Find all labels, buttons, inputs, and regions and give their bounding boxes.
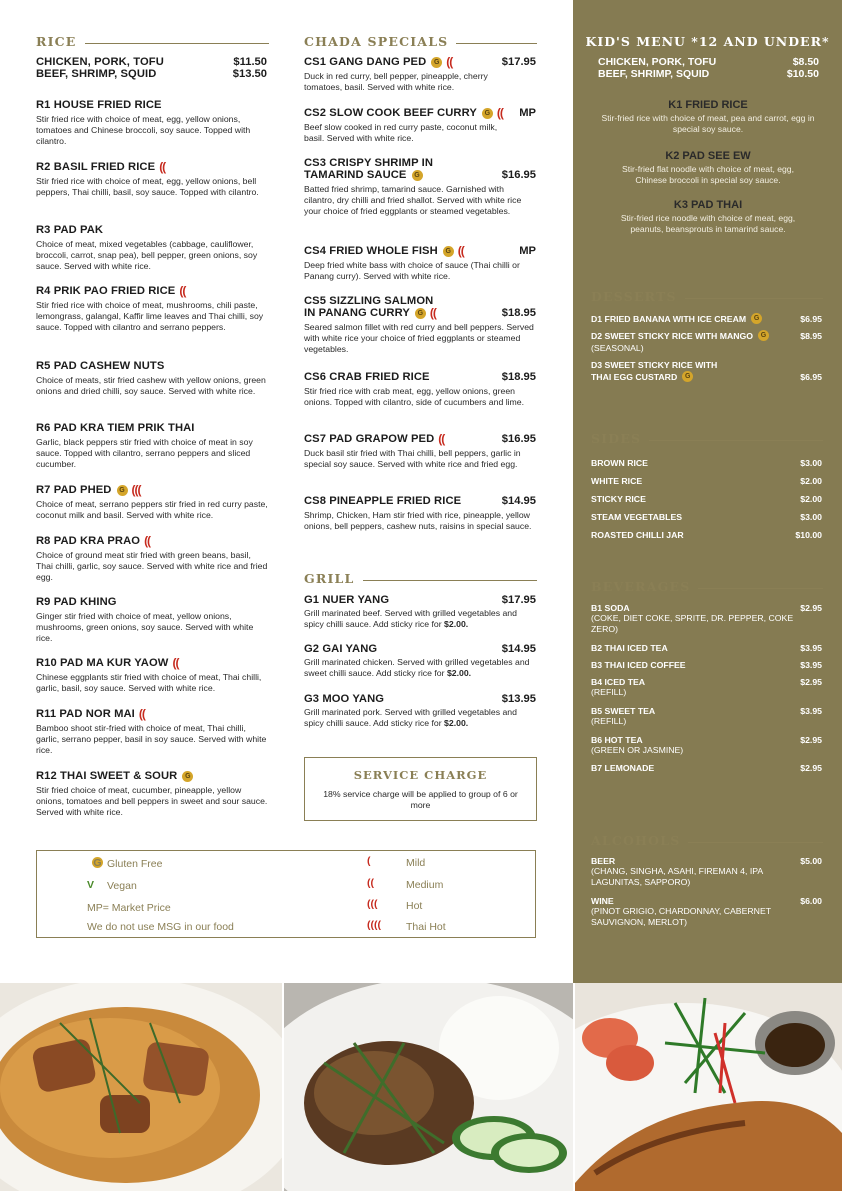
item-name: R12 THAI SWEET & SOUR [36, 770, 178, 782]
price-row-price: $11.50 [233, 56, 267, 68]
gluten-free-icon: G [412, 170, 423, 181]
item-name: B2 THAI ICED TEA [591, 643, 668, 653]
legend-market-price: MP= Market Price [87, 902, 171, 914]
divider [688, 842, 823, 843]
dessert-item [591, 330, 822, 341]
alcohol-item [591, 856, 822, 866]
menu-item [304, 107, 536, 144]
item-price: $6.95 [800, 313, 822, 324]
menu-item [36, 708, 268, 756]
item-name: G2 GAI YANG [304, 643, 378, 655]
item-note: (CHANG, SINGHA, ASAHI, FIREMAN 4, IPA LAGUNITAS, SAPPORO) [591, 866, 763, 887]
sides-title: SIDES [591, 431, 642, 446]
item-name: B1 SODA [591, 603, 630, 613]
item-price: $2.00 [800, 476, 822, 486]
menu-item [36, 224, 268, 272]
item-price: $3.95 [800, 660, 822, 670]
beverages-list [591, 603, 822, 773]
item-name: BROWN RICE [591, 458, 648, 468]
service-charge-text: 18% service charge will be applied to group of 6 or more [323, 789, 518, 811]
rice-title: RICE [36, 34, 77, 49]
chili-icon: (( [179, 284, 186, 298]
item-description: Bamboo shoot stir-fried with choice of meat, Thai chilli, garlic, serrano pepper, basil in soy sauce. Served with white rice. [36, 723, 267, 756]
legend-box [36, 850, 536, 938]
item-description: Chinese eggplants stir fried with choice of meat, Thai chilli, garlic, basil, soy sauce. Served with white rice. [36, 672, 262, 694]
item-description: Shrimp, Chicken, Ham stir fried with rice, pineapple, yellow onions, bell peppers, cashew nuts, raisins in special sauce. [304, 510, 532, 532]
item-name: STICKY RICE [591, 494, 646, 504]
item-price: $17.95 [501, 594, 536, 606]
divider [456, 43, 537, 44]
item-name: WHITE RICE [591, 476, 643, 486]
gluten-free-icon: G [682, 371, 693, 382]
menu-item [304, 495, 536, 532]
item-price: $2.95 [800, 603, 822, 613]
service-charge-title: SERVICE CHARGE [353, 768, 488, 782]
item-description: Duck basil stir fried with Thai chilli, bell peppers, garlic in special soy sauce. Served with white rice and fried egg. [304, 448, 521, 470]
item-note: (COKE, DIET COKE, SPRITE, DR. PEPPER, COKE ZERO) [591, 613, 794, 634]
kids-menu-title: KID'S MENU *12 AND UNDER* [585, 34, 830, 49]
side-item [591, 490, 822, 508]
item-name: CS2 SLOW COOK BEEF CURRY [304, 107, 477, 119]
menu-item [304, 643, 536, 679]
alcohols-section-header [591, 833, 823, 848]
item-description: Grill marinated chicken. Served with grilled vegetables and sweet chilli sauce. Add sticky rice for [304, 657, 530, 679]
price-row-price: $10.50 [786, 68, 819, 80]
chili-icon: ((( [131, 483, 141, 497]
dessert-item [591, 313, 822, 324]
item-name: K1 FRIED RICE [668, 99, 748, 111]
item-name: CS7 PAD GRAPOW PED [304, 433, 435, 445]
service-charge-box [304, 757, 537, 821]
item-name: K3 PAD THAI [673, 199, 743, 211]
chili-icon: (( [446, 55, 453, 69]
gluten-free-icon: G [482, 108, 493, 119]
item-name: R4 PRIK PAO FRIED RICE [36, 285, 176, 297]
legend-thai-hot: Thai Hot [406, 921, 446, 933]
item-note: (REFILL) [591, 716, 627, 726]
item-price: MP [519, 245, 536, 257]
item-name: B5 SWEET TEA [591, 706, 656, 716]
menu-item [304, 157, 536, 217]
sticky-rice-price: $2.00. [446, 668, 472, 679]
sticky-rice-price: $2.00. [444, 619, 469, 630]
menu-item [36, 161, 268, 198]
chada-section-header [304, 34, 537, 49]
item-price: $18.95 [501, 371, 536, 383]
divider [685, 298, 823, 299]
chili-icon: (( [438, 432, 445, 446]
sticky-rice-price: $2.00. [444, 718, 469, 729]
alcohols-list [591, 856, 822, 928]
item-price: $6.95 [800, 371, 822, 382]
item-name: R11 PAD NOR MAI [36, 708, 135, 720]
item-name: R10 PAD MA KUR YAOW [36, 657, 169, 669]
item-price: $5.00 [800, 856, 822, 866]
legend-mild: Mild [406, 857, 426, 869]
item-price: $3.95 [800, 706, 822, 716]
gluten-free-icon: G [758, 330, 769, 341]
kids-price-rows [598, 56, 819, 80]
item-price: $16.95 [501, 169, 536, 181]
item-description: Choice of meats, stir fried cashew with yellow onions, green onions and dried chilli, soy sauce. Served with white rice. [36, 375, 266, 397]
chada-title: CHADA SPECIALS [304, 34, 449, 49]
item-description: Stir-fried rice noodle with choice of meat, egg, peanuts, beansprouts in tamarind sauce. [620, 213, 796, 234]
legend-msg: We do not use MSG in our food [87, 921, 234, 933]
desserts-list [591, 313, 822, 382]
sides-section-header [591, 431, 823, 446]
rice-section-header [36, 34, 269, 49]
item-description: Ginger stir fried with choice of meat, yellow onions, mushrooms, green onions, soy sauce. Served with white rice. [36, 611, 254, 644]
gluten-free-icon: G [93, 856, 102, 869]
item-price: $8.95 [800, 330, 822, 341]
side-item [591, 526, 822, 544]
legend-gluten-free: Gluten Free [107, 858, 163, 870]
beverage-item [591, 643, 822, 653]
rice-price-rows [36, 56, 267, 80]
item-price: $6.00 [800, 896, 822, 906]
grilled-meat-photo [284, 983, 573, 1191]
item-name: D3 SWEET STICKY RICE WITH [591, 360, 718, 370]
kids-item [588, 99, 828, 135]
item-price: MP [519, 107, 536, 119]
item-price: $2.00 [800, 494, 822, 504]
item-name: R5 PAD CASHEW NUTS [36, 360, 165, 372]
price-row-label: BEEF, SHRIMP, SQUID [36, 68, 157, 80]
price-row-price: $8.50 [792, 56, 819, 68]
item-description: Choice of meat, serrano peppers stir fried in red curry paste, coconut milk and basil. Served with white rice. [36, 499, 268, 521]
gluten-free-icon: G [751, 313, 762, 324]
chili-icon: ( [367, 855, 371, 867]
grill-title: GRILL [304, 571, 355, 586]
legend-medium: Medium [406, 879, 444, 891]
item-description: Stir fried rice with choice of meat, egg, yellow onions, bell peppers, Thai chilli, basil, soy sauce. Topped with cilantro. [36, 176, 259, 198]
gluten-free-icon: G [415, 308, 426, 319]
item-name: CS5 SIZZLING SALMON [304, 295, 434, 307]
item-name: G1 NUER YANG [304, 594, 390, 606]
item-name: STEAM VEGETABLES [591, 512, 683, 522]
item-price: $2.95 [800, 735, 822, 745]
item-description: Garlic, black peppers stir fried with choice of meat in soy sauce. Topped with cilantro, serrano peppers and sliced cucumber. [36, 437, 253, 470]
side-item [591, 508, 822, 526]
chili-icon: (( [138, 707, 145, 721]
grill-section-header [304, 571, 537, 586]
item-description: Stir fried choice of meat, cucumber, pineapple, yellow onions, tomatoes and bell peppers in sweet and sour sauce. Served with white rice. [36, 785, 268, 818]
beverage-item [591, 706, 822, 716]
item-description: Deep fried white bass with choice of sauce (Thai chilli or Panang curry). Served with white rice. [304, 260, 520, 282]
item-name: D1 FRIED BANANA WITH ICE CREAM [591, 313, 747, 324]
chili-icon: ((( [367, 898, 378, 910]
gluten-free-icon: G [431, 57, 442, 68]
item-name: R1 HOUSE FRIED RICE [36, 99, 162, 111]
beverage-item [591, 763, 822, 773]
item-name: CS3 CRISPY SHRIMP IN [304, 157, 434, 169]
item-name: R8 PAD KRA PRAO [36, 535, 141, 547]
item-name-line2: THAI EGG CUSTARD [591, 371, 678, 382]
item-price: $13.95 [501, 693, 536, 705]
divider [85, 43, 269, 44]
divider [363, 580, 538, 581]
item-price: $18.95 [501, 307, 536, 319]
menu-item [304, 245, 536, 282]
kids-item [588, 199, 828, 235]
item-name: R2 BASIL FRIED RICE [36, 161, 156, 173]
chili-icon: (( [429, 306, 436, 320]
menu-item [36, 422, 268, 470]
item-name: CS1 GANG DANG PED [304, 56, 427, 68]
chili-icon: (( [159, 160, 166, 174]
menu-item [304, 594, 536, 630]
menu-item [304, 56, 536, 93]
item-price: $14.95 [501, 643, 536, 655]
item-name: G3 MOO YANG [304, 693, 385, 705]
dessert-item [591, 371, 822, 382]
item-price: $3.00 [800, 512, 822, 522]
chili-icon: (( [457, 244, 464, 258]
item-name: R9 PAD KHING [36, 596, 117, 608]
item-name: BEER [591, 856, 616, 866]
legend-hot: Hot [406, 900, 423, 912]
menu-item [36, 657, 268, 694]
item-note: (GREEN OR JASMINE) [591, 745, 684, 755]
desserts-section-header [591, 289, 823, 304]
item-name-line2: IN PANANG CURRY [304, 307, 410, 319]
divider [649, 440, 823, 441]
beverage-item [591, 603, 822, 613]
item-note: (PINOT GRIGIO, CHARDONNAY, CABERNET SAUVIGNON, MERLOT) [591, 906, 771, 927]
item-description: Stir fried rice with crab meat, egg, yellow onions, green onions. Topped with cilantro, side of cucumbers and lime. [304, 386, 525, 408]
beverages-section-header [591, 579, 823, 594]
chili-icon: (((( [367, 919, 381, 931]
kids-item [588, 150, 828, 186]
item-name: CS4 FRIED WHOLE FISH [304, 245, 438, 257]
side-item [591, 472, 822, 490]
item-description: Stir fried rice with choice of meat, mushrooms, chili paste, lemongrass, galangal, Kaffir lime leaves and Thai chilli, soy sauce. Topped with cilantro and serrano peppers. [36, 300, 264, 333]
item-description: Stir fried rice with choice of meat, egg, yellow onions, tomatoes and Chinese broccoli, soy sauce. Topped with cilantro. [36, 114, 251, 147]
item-name: B4 ICED TEA [591, 677, 646, 687]
price-row-price: $13.50 [232, 68, 267, 80]
item-name-line2: TAMARIND SAUCE [304, 169, 407, 181]
item-price: $14.95 [501, 495, 536, 507]
menu-item [304, 693, 536, 729]
sides-list [591, 454, 822, 544]
item-note: (SEASONAL) [591, 343, 644, 353]
item-note: (REFILL) [591, 687, 627, 697]
item-description: Grill marinated pork. Served with grilled vegetables and spicy chilli sauce. Add sticky rice for [304, 707, 517, 729]
item-name: WINE [591, 896, 614, 906]
menu-item [36, 596, 268, 644]
menu-item [36, 484, 268, 521]
gluten-free-icon: G [182, 771, 193, 782]
beverage-item [591, 735, 822, 745]
item-price: $17.95 [501, 56, 536, 68]
item-name: R3 PAD PAK [36, 224, 104, 236]
item-description: Stir-fried flat noodle with choice of meat, egg, Chinese broccoli in special soy sauce. [622, 164, 794, 185]
chili-icon: (( [367, 877, 374, 889]
menu-item [304, 371, 536, 408]
item-name: R7 PAD PHED [36, 484, 112, 496]
item-description: Duck in red curry, bell pepper, pineapple, cherry tomatoes, basil. Served with white rice. [304, 71, 488, 93]
item-name: K2 PAD SEE EW [665, 150, 751, 162]
item-name: B7 LEMONADE [591, 763, 655, 773]
item-name: B6 HOT TEA [591, 735, 643, 745]
item-description: Batted fried shrimp, tamarind sauce. Garnished with cilantro, dry chilli and fried shallot. Served with white rice your choice of fried eggplants or steamed vegetables. [304, 184, 522, 217]
item-price: $3.00 [800, 458, 822, 468]
price-row-label: CHICKEN, PORK, TOFU [598, 56, 717, 68]
alcohols-title: ALCOHOLS [591, 833, 681, 848]
item-price: $16.95 [501, 433, 536, 445]
menu-item [36, 535, 268, 583]
item-description: Stir-fried rice with choice of meat, pea and carrot, egg in special soy sauce. [601, 113, 815, 134]
item-name: CS6 CRAB FRIED RICE [304, 371, 430, 383]
beverages-title: BEVERAGES [591, 579, 691, 594]
item-name: ROASTED CHILLI JAR [591, 530, 684, 540]
menu-item [36, 285, 268, 333]
gluten-free-icon: G [117, 485, 128, 496]
item-description: Choice of ground meat stir fried with green beans, basil, Thai chilli, garlic, soy sauce. Served with white rice and fried egg. [36, 550, 268, 583]
menu-item [304, 295, 536, 355]
item-description: Grill marinated beef. Served with grilled vegetables and spicy chilli sauce. Add sticky rice for [304, 608, 517, 630]
curry-photo [0, 983, 282, 1191]
item-description: Choice of meat, mixed vegetables (cabbage, cauliflower, broccoli, carrot, snap pea), bell pepper, green onions, soy sauce. Served with white rice. [36, 239, 258, 272]
menu-item [36, 360, 268, 397]
price-row-label: BEEF, SHRIMP, SQUID [598, 68, 710, 80]
item-price: $10.00 [795, 530, 822, 540]
item-description: Beef slow cooked in red curry paste, coconut milk, basil. Served with white rice. [304, 122, 498, 144]
menu-item [36, 99, 268, 147]
item-name: D2 SWEET STICKY RICE WITH MANGO [591, 330, 754, 341]
beverage-item [591, 660, 822, 670]
item-price: $3.95 [800, 643, 822, 653]
chili-icon: (( [172, 656, 179, 670]
item-name: B3 THAI ICED COFFEE [591, 660, 686, 670]
fried-fish-photo [575, 983, 842, 1191]
item-price: $2.95 [800, 763, 822, 773]
chili-icon: (( [144, 534, 151, 548]
chili-icon: (( [496, 106, 503, 120]
divider [698, 588, 823, 589]
desserts-title: DESSERTS [591, 289, 677, 304]
alcohol-item [591, 896, 822, 906]
side-item [591, 454, 822, 472]
item-price: $2.95 [800, 677, 822, 687]
legend-vegan: Vegan [107, 880, 137, 892]
gluten-free-icon: G [443, 246, 454, 257]
vegan-icon: V [87, 879, 95, 891]
item-name: R6 PAD KRA TIEM PRIK THAI [36, 422, 195, 434]
item-name: CS8 PINEAPPLE FRIED RICE [304, 495, 462, 507]
menu-item [36, 770, 268, 818]
price-row-label: CHICKEN, PORK, TOFU [36, 56, 164, 68]
beverage-item [591, 677, 822, 687]
item-description: Seared salmon fillet with red curry and bell peppers. Served with white rice your choice of fried eggplants or steamed vegetables. [304, 322, 534, 355]
menu-item [304, 433, 536, 470]
